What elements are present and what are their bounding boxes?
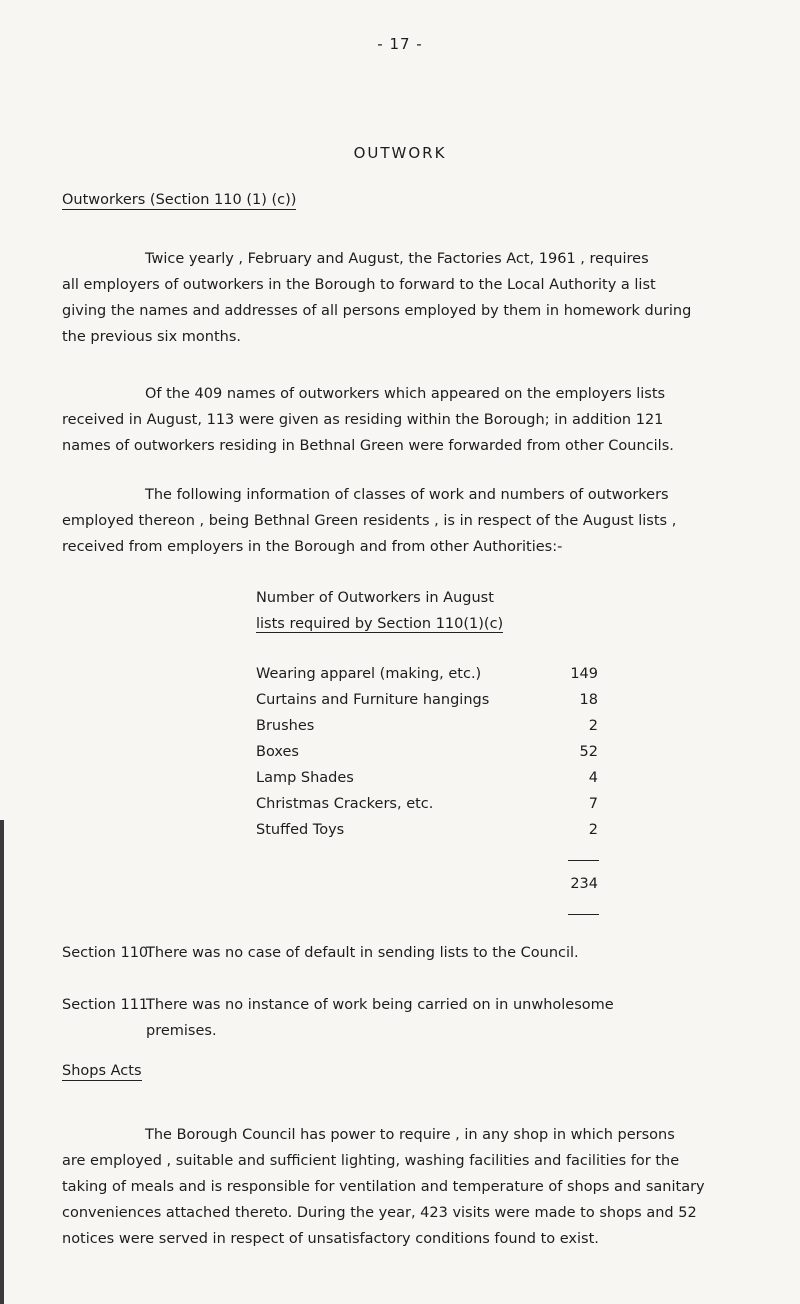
row-label: Curtains and Furniture hangings <box>256 692 490 708</box>
table-row <box>256 822 598 848</box>
row-value: 2 <box>588 718 598 734</box>
table-caption <box>256 585 503 637</box>
row-value: 52 <box>579 744 598 760</box>
section-111-label: Section 111. <box>62 997 153 1013</box>
text-line: The following information of classes of work and numbers of outworkers <box>145 487 669 503</box>
table-row <box>256 770 598 796</box>
text-line: conveniences attached thereto. During the year, 423 visits were made to shops and 52 <box>62 1205 697 1221</box>
row-value: 2 <box>588 822 598 838</box>
text-line: all employers of outworkers in the Borough to forward to the Local Authority a list <box>62 277 656 293</box>
text-line: the previous six months. <box>62 329 242 345</box>
text-line: There was no instance of work being carried on in unwholesome <box>146 997 614 1013</box>
row-label: Brushes <box>256 718 315 734</box>
table-caption-line-1: Number of Outworkers in August <box>256 590 494 606</box>
table-caption-line-2: lists required by Section 110(1)(c) <box>256 616 504 632</box>
row-label: Stuffed Toys <box>256 822 345 838</box>
table-total: 234 <box>570 876 598 892</box>
row-label: Christmas Crackers, etc. <box>256 796 434 812</box>
row-label: Wearing apparel (making, etc.) <box>256 666 482 682</box>
text-line: received in August, 113 were given as residing within the Borough; in addition 121 <box>62 412 664 428</box>
row-value: 149 <box>570 666 598 682</box>
text-line: Twice yearly , February and August, the Factories Act, 1961 , requires <box>145 251 649 267</box>
text-line: giving the names and addresses of all persons employed by them in homework during <box>62 303 692 319</box>
text-line: taking of meals and is responsible for ventilation and temperature of shops and sanitary <box>62 1179 705 1195</box>
page-number: - 17 - <box>377 35 423 53</box>
row-value: 4 <box>588 770 598 786</box>
text-line: employed thereon , being Bethnal Green residents , is in respect of the August lists , <box>62 513 677 529</box>
section-110-text <box>146 940 579 966</box>
row-label: Boxes <box>256 744 299 760</box>
row-value: 18 <box>579 692 598 708</box>
page-edge-shadow <box>0 820 4 1304</box>
text-line: received from employers in the Borough and from other Authorities:- <box>62 539 563 555</box>
table-row <box>256 744 598 770</box>
table-row <box>256 796 598 822</box>
text-line: The Borough Council has power to require , in any shop in which persons <box>145 1127 675 1143</box>
text-line: are employed , suitable and sufficient lighting, washing facilities and facilities for the <box>62 1153 680 1169</box>
total-rule-top <box>568 860 599 861</box>
outworkers-paragraph-1 <box>62 246 762 350</box>
total-rule-bottom <box>568 914 599 915</box>
shops-acts-heading: Shops Acts <box>62 1063 142 1079</box>
section-111-text <box>146 992 614 1044</box>
table-row <box>256 718 598 744</box>
shops-acts-paragraph <box>62 1122 762 1252</box>
row-value: 7 <box>588 796 598 812</box>
text-line: names of outworkers residing in Bethnal Green were forwarded from other Councils. <box>62 438 674 454</box>
page-title: OUTWORK <box>353 144 447 162</box>
outworkers-paragraph-2 <box>62 381 762 459</box>
text-line: notices were served in respect of unsatisfactory conditions found to exist. <box>62 1231 599 1247</box>
row-label: Lamp Shades <box>256 770 354 786</box>
outworkers-paragraph-3 <box>62 482 762 560</box>
text-line: Of the 409 names of outworkers which appeared on the employers lists <box>145 386 666 402</box>
text-line: premises. <box>146 1023 217 1039</box>
section-110-label: Section 110. <box>62 945 153 961</box>
table-row <box>256 666 598 692</box>
table-row <box>256 692 598 718</box>
outworkers-heading: Outworkers (Section 110 (1) (c)) <box>62 192 297 208</box>
text-line: There was no case of default in sending lists to the Council. <box>146 945 579 961</box>
